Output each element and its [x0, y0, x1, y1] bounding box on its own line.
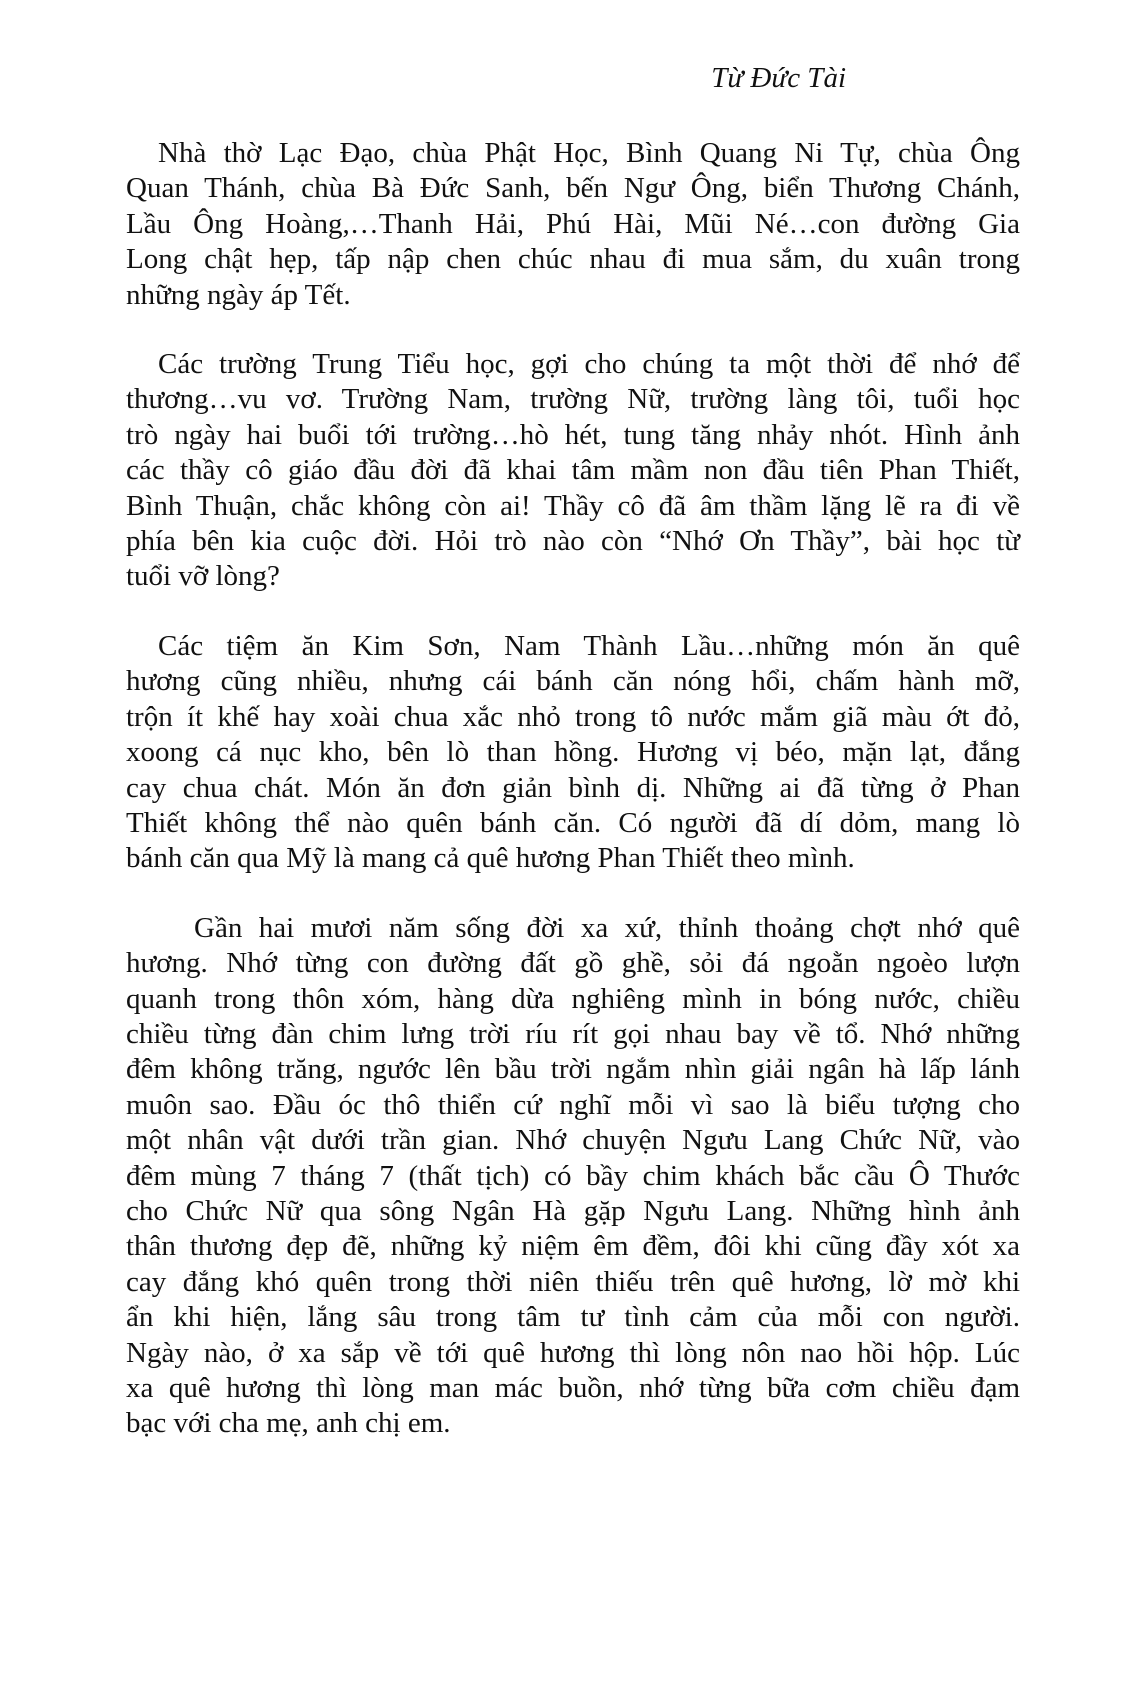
text-line: các thầy cô giáo đầu đời đã khai tâm mầm non đầu tiên Phan Thiết,: [126, 454, 1020, 487]
text-line: tuổi vỡ lòng?: [126, 560, 280, 593]
text-line: muôn sao. Đầu óc thô thiển cứ nghĩ mỗi vì sao là biểu tượng cho: [126, 1088, 1020, 1121]
text-line: bạc với cha mẹ, anh chị em.: [126, 1407, 451, 1440]
text-line: phía bên kia cuộc đời. Hỏi trò nào còn “Nhớ Ơn Thầy”, bài học từ: [126, 525, 1020, 558]
text-line: những ngày áp Tết.: [126, 278, 351, 311]
text-line: Long chật hẹp, tấp nập chen chúc nhau đi mua sắm, du xuân trong: [126, 243, 1020, 276]
text-line: Các trường Trung Tiểu học, gợi cho chúng ta một thời để nhớ để: [158, 348, 1020, 381]
text-line: bánh căn qua Mỹ là mang cả quê hương Phan Thiết theo mình.: [126, 842, 855, 875]
text-line: Quan Thánh, chùa Bà Đức Sanh, bến Ngư Ông, biển Thương Chánh,: [126, 172, 1020, 205]
text-line: đêm mùng 7 tháng 7 (thất tịch) có bầy chim khách bắc cầu Ô Thước: [126, 1159, 1020, 1192]
body-text: [126, 136, 1020, 1476]
paragraph-4: [126, 911, 1020, 1442]
text-line: Các tiệm ăn Kim Sơn, Nam Thành Lầu…những món ăn quê: [158, 629, 1020, 662]
text-line: xa quê hương thì lòng man mác buồn, nhớ từng bữa cơm chiều đạm: [126, 1372, 1020, 1404]
text-line: Ngày nào, ở xa sắp về tới quê hương thì lòng nôn nao hồi hộp. Lúc: [126, 1336, 1020, 1369]
text-line: quanh trong thôn xóm, hàng dừa nghiêng mình in bóng nước, chiều: [126, 982, 1020, 1015]
text-line: hương. Nhớ từng con đường đất gồ ghề, sỏi đá ngoằn ngoèo lượn: [126, 947, 1020, 980]
paragraph-2: [126, 347, 1020, 595]
text-line: thương…vu vơ. Trường Nam, trường Nữ, trường làng tôi, tuổi học: [126, 383, 1020, 416]
text-line: xoong cá nục kho, bên lò than hồng. Hương vị béo, mặn lạt, đắng: [126, 736, 1020, 769]
text-line: Gần hai mươi năm sống đời xa xứ, thỉnh thoảng chợt nhớ quê: [194, 911, 1020, 944]
text-line: trò ngày hai buổi tới trường…hò hét, tung tăng nhảy nhót. Hình ảnh: [126, 418, 1020, 451]
text-line: Bình Thuận, chắc không còn ai! Thầy cô đã âm thầm lặng lẽ ra đi về: [126, 489, 1020, 522]
text-line: đêm không trăng, ngước lên bầu trời ngắm nhìn giải ngân hà lấp lánh: [126, 1053, 1020, 1086]
text-line: một nhân vật dưới trần gian. Nhớ chuyện Ngưu Lang Chức Nữ, vào: [126, 1124, 1020, 1157]
text-line: thân thương đẹp đẽ, những kỷ niệm êm đềm, đôi khi cũng đầy xót xa: [126, 1230, 1020, 1263]
text-line: cho Chức Nữ qua sông Ngân Hà gặp Ngưu Lang. Những hình ảnh: [126, 1194, 1020, 1227]
text-line: cay đắng khó quên trong thời niên thiếu trên quê hương, lờ mờ khi: [126, 1265, 1020, 1298]
text-line: Lầu Ông Hoàng,…Thanh Hải, Phú Hài, Mũi Né…con đường Gia: [126, 207, 1020, 240]
paragraph-3: [126, 629, 1020, 877]
text-line: trộn ít khế hay xoài chua xắc nhỏ trong tô nước mắm giã màu ớt đỏ,: [126, 700, 1020, 733]
running-header-author: Từ Đức Tài: [711, 62, 846, 94]
text-line: chiều từng đàn chim lưng trời ríu rít gọi nhau bay về tổ. Nhớ những: [126, 1017, 1020, 1050]
text-line: Nhà thờ Lạc Đạo, chùa Phật Học, Bình Quang Ni Tự, chùa Ông: [158, 137, 1020, 169]
text-line: cay chua chát. Món ăn đơn giản bình dị. Những ai đã từng ở Phan: [126, 771, 1020, 804]
text-line: ẩn khi hiện, lắng sâu trong tâm tư tình cảm của mỗi con người.: [126, 1301, 1020, 1334]
text-line: hương cũng nhiều, nhưng cái bánh căn nóng hổi, chấm hành mỡ,: [126, 665, 1020, 698]
paragraph-1: [126, 136, 1020, 313]
text-line: Thiết không thể nào quên bánh căn. Có người đã dí dỏm, mang lò: [126, 806, 1020, 839]
